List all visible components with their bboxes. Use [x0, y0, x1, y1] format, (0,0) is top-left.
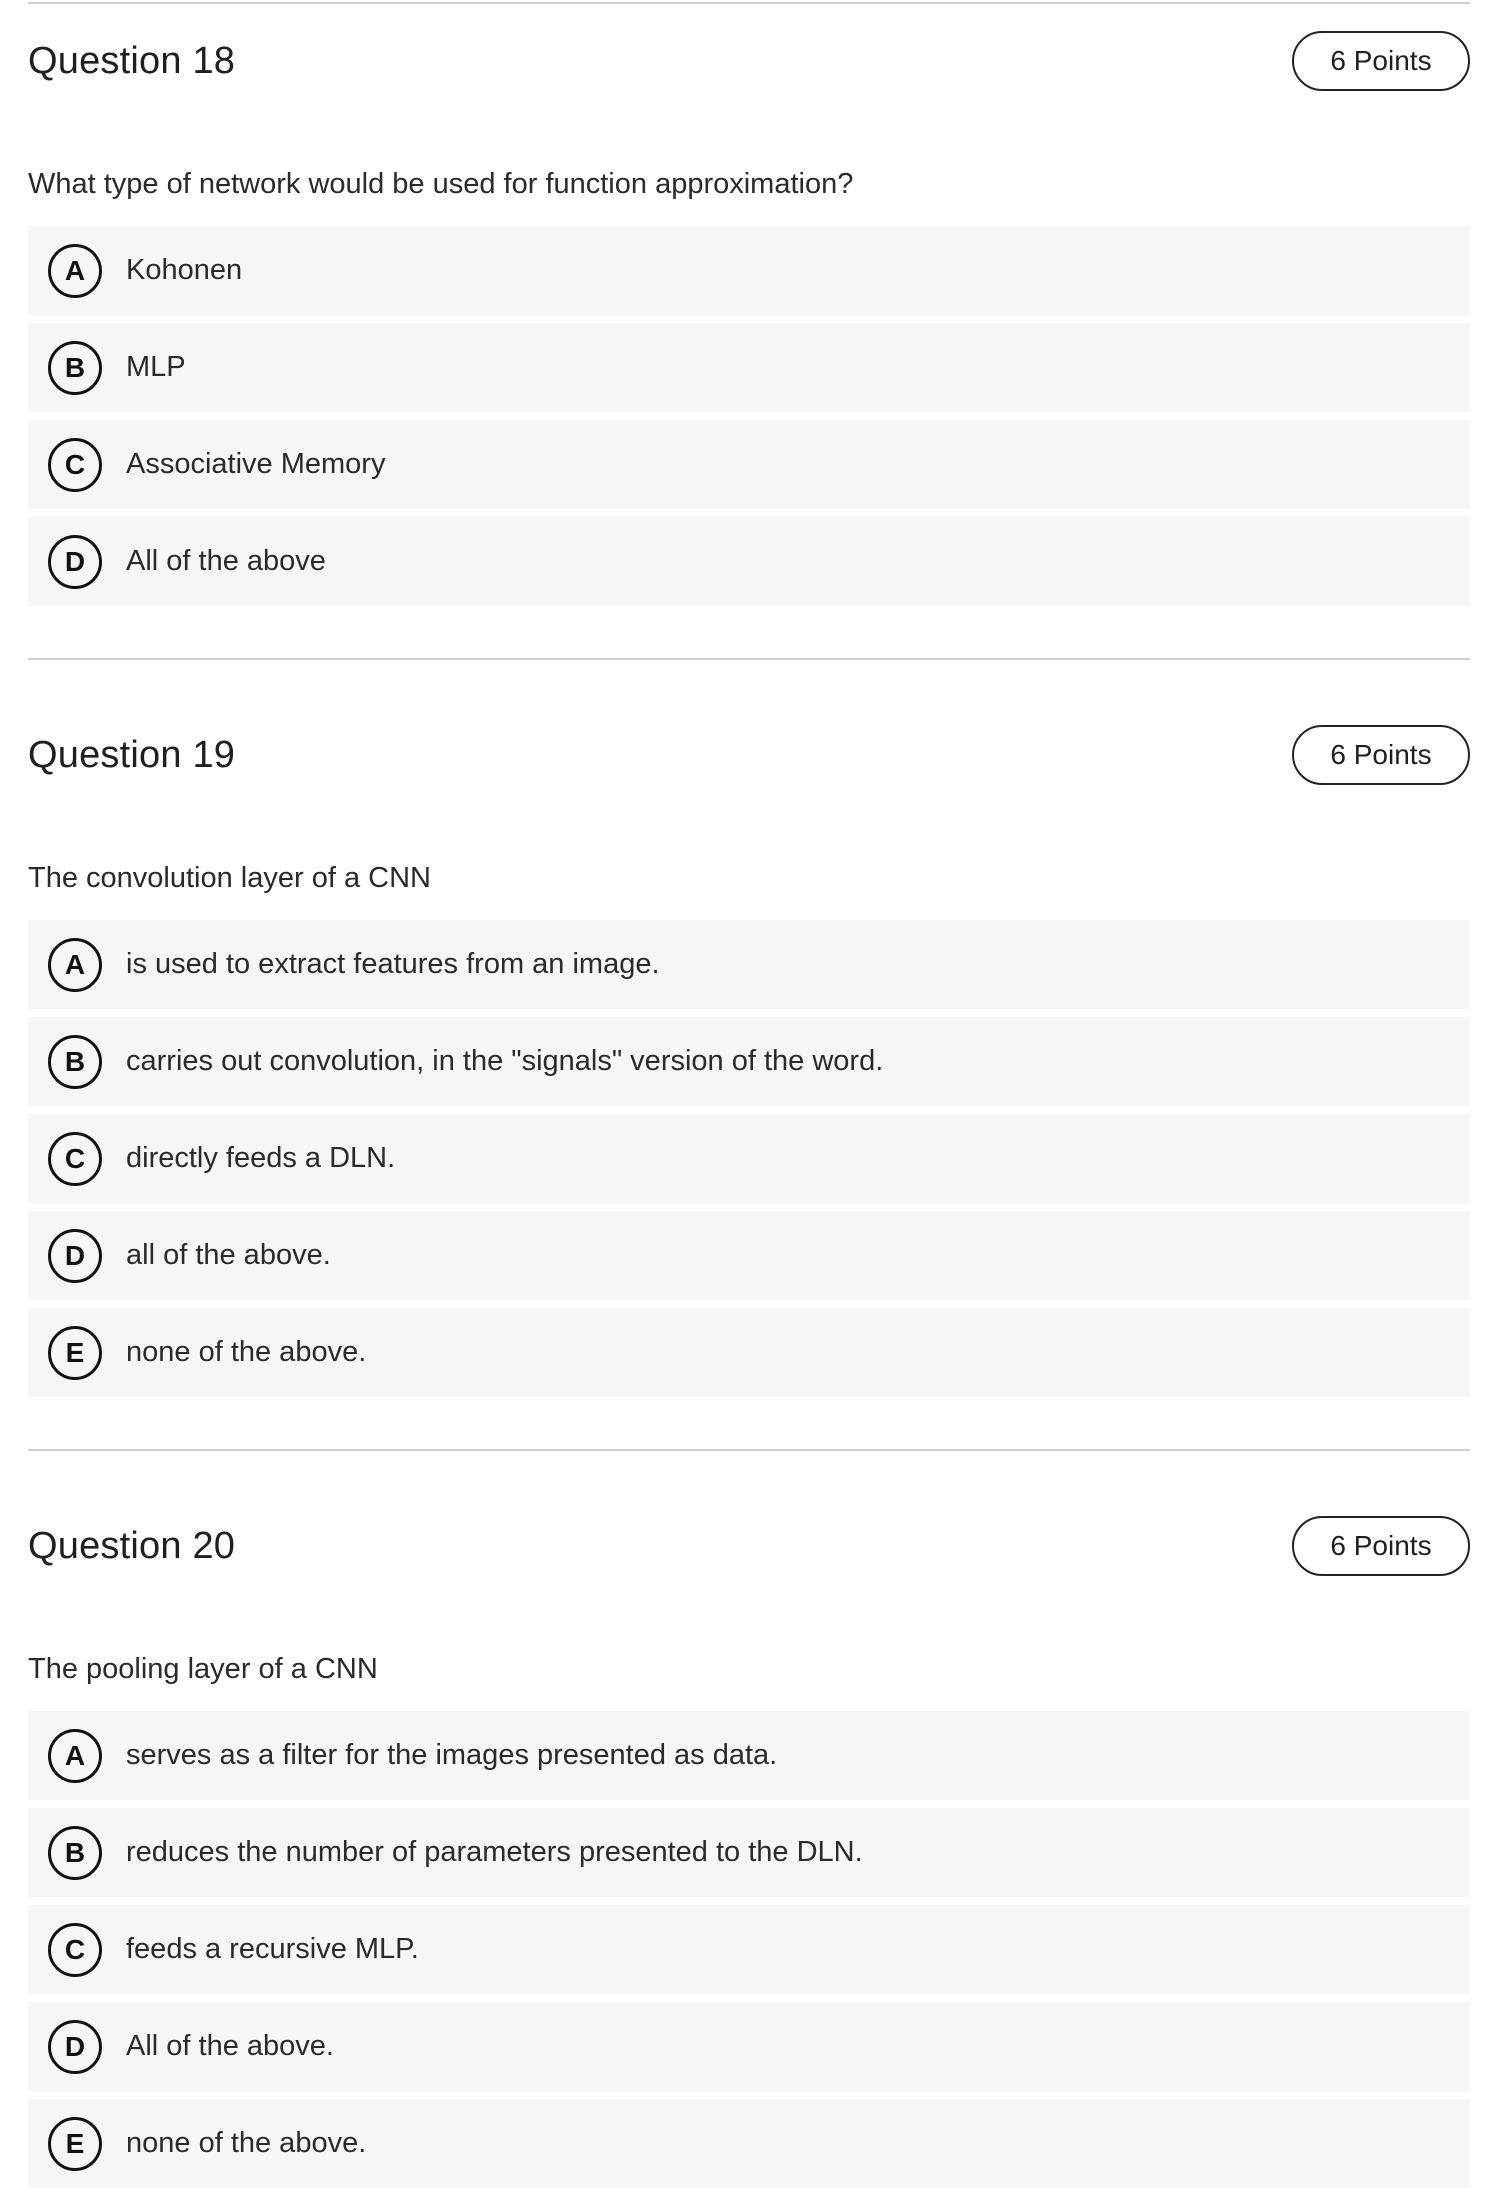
answer-option-e[interactable]: [28, 1308, 1470, 1397]
option-letter-badge: A: [48, 244, 102, 298]
answer-option-c[interactable]: [28, 1905, 1470, 1994]
option-text: Associative Memory: [126, 448, 386, 480]
option-letter-badge: B: [48, 341, 102, 395]
points-badge: 6 Points: [1292, 31, 1470, 91]
points-badge: 6 Points: [1292, 725, 1470, 785]
option-text: MLP: [126, 351, 186, 383]
option-text: All of the above: [126, 545, 326, 577]
answer-option-a[interactable]: [28, 1711, 1470, 1800]
option-letter-badge: C: [48, 1923, 102, 1977]
option-letter-badge: A: [48, 1729, 102, 1783]
option-text: none of the above.: [126, 2127, 367, 2159]
answer-option-b[interactable]: [28, 1017, 1470, 1106]
answer-option-a[interactable]: [28, 920, 1470, 1009]
option-letter-badge: C: [48, 1132, 102, 1186]
option-text: carries out convolution, in the "signals" version of the word.: [126, 1045, 884, 1077]
question-header: [28, 1513, 1470, 1579]
answer-choices: [28, 1711, 1470, 2188]
question-prompt: The convolution layer of a CNN: [28, 862, 431, 894]
option-text: is used to extract features from an image.: [126, 948, 660, 980]
option-text: All of the above.: [126, 2030, 334, 2062]
option-letter-badge: D: [48, 535, 102, 589]
option-text: serves as a filter for the images presented as data.: [126, 1739, 778, 1771]
question-header: [28, 28, 1470, 94]
answer-option-c[interactable]: [28, 1114, 1470, 1203]
question-card: [28, 1449, 1470, 2188]
question-title: Question 20: [28, 1524, 236, 1567]
question-header: [28, 722, 1470, 788]
option-letter-badge: D: [48, 2020, 102, 2074]
option-letter-badge: E: [48, 2117, 102, 2171]
question-prompt: The pooling layer of a CNN: [28, 1653, 378, 1685]
option-letter-badge: B: [48, 1826, 102, 1880]
option-letter-badge: E: [48, 1326, 102, 1380]
option-text: all of the above.: [126, 1239, 331, 1271]
option-text: reduces the number of parameters presented to the DLN.: [126, 1836, 863, 1868]
answer-choices: [28, 226, 1470, 606]
answer-option-a[interactable]: [28, 226, 1470, 315]
option-text: none of the above.: [126, 1336, 367, 1368]
answer-option-d[interactable]: [28, 517, 1470, 606]
option-text: Kohonen: [126, 254, 243, 286]
question-title: Question 19: [28, 733, 236, 776]
answer-option-d[interactable]: [28, 1211, 1470, 1300]
answer-option-b[interactable]: [28, 323, 1470, 412]
option-text: feeds a recursive MLP.: [126, 1933, 419, 1965]
option-letter-badge: C: [48, 438, 102, 492]
answer-option-c[interactable]: [28, 420, 1470, 509]
question-card: [28, 2, 1470, 606]
option-letter-badge: B: [48, 1035, 102, 1089]
answer-option-b[interactable]: [28, 1808, 1470, 1897]
answer-choices: [28, 920, 1470, 1397]
answer-option-e[interactable]: [28, 2099, 1470, 2188]
question-prompt: What type of network would be used for function approximation?: [28, 168, 854, 200]
option-letter-badge: D: [48, 1229, 102, 1283]
points-badge: 6 Points: [1292, 1516, 1470, 1576]
option-text: directly feeds a DLN.: [126, 1142, 396, 1174]
option-letter-badge: A: [48, 938, 102, 992]
quiz-page: [0, 2, 1510, 2196]
answer-option-d[interactable]: [28, 2002, 1470, 2091]
question-title: Question 18: [28, 39, 236, 82]
question-card: [28, 658, 1470, 1397]
